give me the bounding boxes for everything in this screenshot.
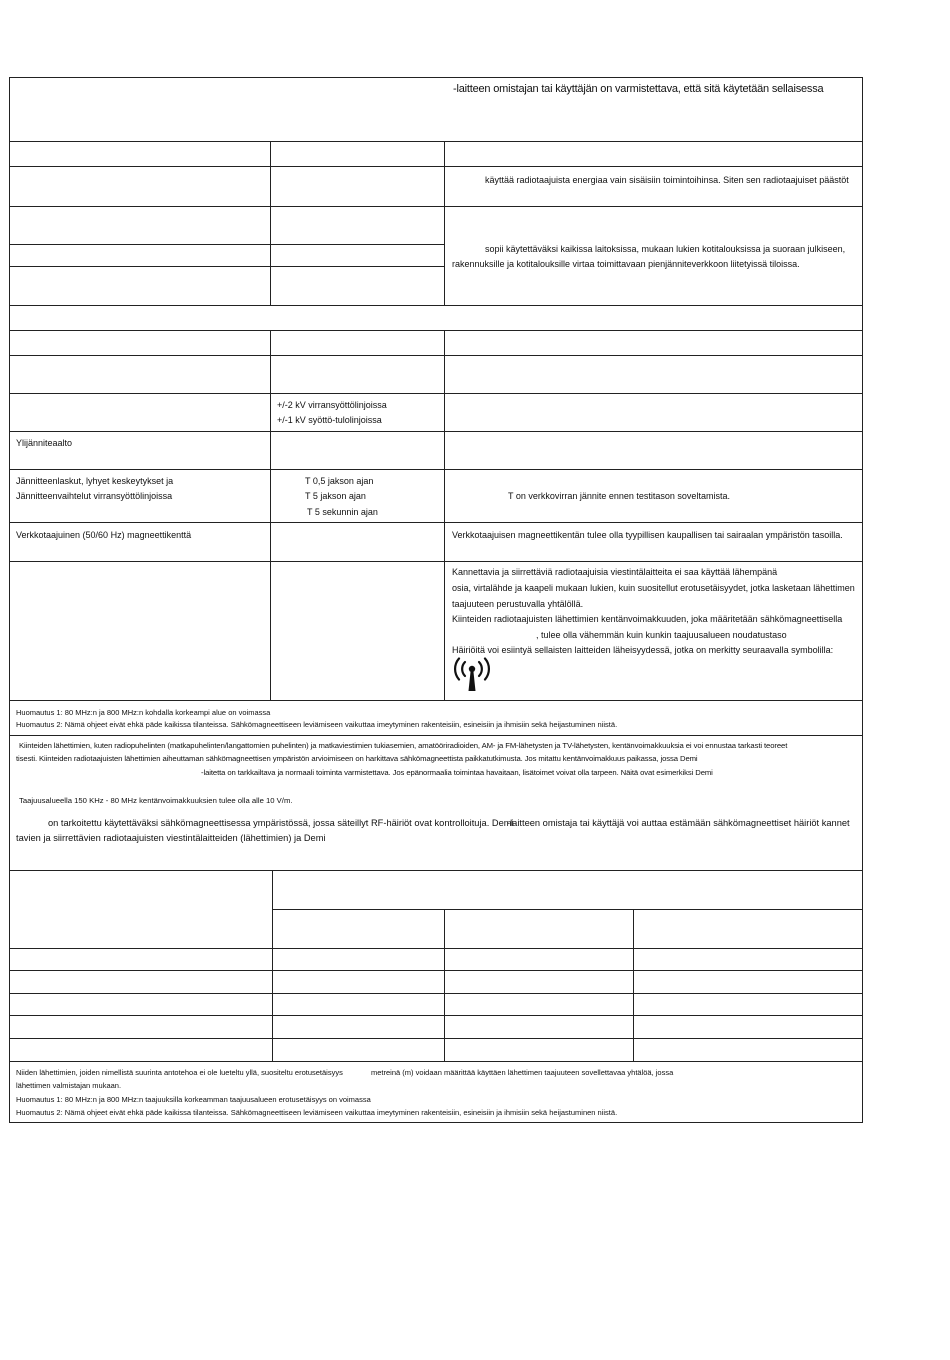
table-rule <box>9 393 863 394</box>
table-rule <box>9 1038 863 1039</box>
table-rule <box>9 244 444 245</box>
table-rule <box>270 330 271 700</box>
separation-note-1: Huomautus 1: 80 MHz:n ja 800 MHz:n taajuuksilla korkeamman taajuusalueen erotusetäisyys on voimassa <box>16 1095 371 1104</box>
table-rule <box>9 948 863 949</box>
table-rule <box>9 993 863 994</box>
intro-text: -laitteen omistajan tai käyttäjän on varmistettava, että sitä käytetään sellaisessa <box>453 83 824 95</box>
rf-guidance: osia, virtalähde ja kaapeli mukaan lukien, kuin suositellut erotusetäisyydet, jotka lasketaan lähettimen <box>452 583 855 593</box>
document-frame <box>9 77 863 1123</box>
table-rule <box>9 166 863 167</box>
separation-note: metreinä (m) voidaan määrittää käyttäen lähettimen taajuuteen sovellettavaa yhtälöä, jossa <box>371 1068 674 1077</box>
field-strength-limit: Taajuusalueella 150 KHz - 80 MHz kentänvoimakkuuksien tulee olla alle 10 V/m. <box>19 796 293 805</box>
magnetic-field-label: Verkkotaajuinen (50/60 Hz) magneettikenttä <box>16 530 192 540</box>
table-rule <box>272 909 863 910</box>
surge-label: Ylijänniteaalto <box>16 438 73 448</box>
dips-guidance: T on verkkovirran jännite ennen testitason soveltamista. <box>508 491 730 501</box>
magnetic-field-guidance: Verkkotaajuisen magneettikentän tulee olla tyypillisen kaupallisen tai sairaalan ympäristön tasoilla. <box>452 530 843 540</box>
table-rule <box>270 141 271 305</box>
table-rule <box>9 561 863 562</box>
rf-guidance: Häiriöitä voi esiintyä sellaisten laitteiden läheisyydessä, jotka on merkitty seuraavalla symbolilla: <box>452 645 834 655</box>
suitability-guidance: rakennuksille ja kotitalouksille virtaa toimittavaan pienjänniteverkkoon liitetyissä tiloissa. <box>452 259 800 269</box>
table-rule <box>9 1061 863 1062</box>
separation-note-2: Huomautus 2: Nämä ohjeet eivät ehkä päde kaikissa tilanteissa. Sähkömagneettiseen leviämiseen vaikuttaa imeytyminen rakenteisiin, esineisiin ja ihmisiin sekä heijastuminen niistä. <box>16 1108 618 1117</box>
rf-emission-guidance: käyttää radiotaajuista energiaa vain sisäisiin toimintoihinsa. Siten sen radiotaajuiset päästöt <box>485 175 849 185</box>
intended-use-text: -laitteen omistaja tai käyttäjä voi auttaa estämään sähkömagneettiset häiriöt kannet <box>507 818 850 828</box>
table-rule <box>9 431 863 432</box>
table-rule <box>9 735 863 736</box>
immunity-note-1: Huomautus 1: 80 MHz:n ja 800 MHz:n kohdalla korkeampi alue on voimassa <box>16 708 271 717</box>
rf-guidance: Kiinteiden radiotaajuisten lähettimien kentänvoimakkuuden, joka määritetään sähkömagneettisella <box>452 614 843 624</box>
separation-note: Niiden lähettimien, joiden nimellistä suurinta antotehoa ei ole lueteltu yllä, suositeltu erotusetäisyys <box>16 1068 343 1077</box>
table-rule <box>633 909 634 1061</box>
table-rule <box>9 1015 863 1016</box>
voltage-dips-label: Jännitteenlaskut, lyhyet keskeytykset ja <box>16 476 174 486</box>
dips-test-level: T 0,5 jakson ajan <box>305 476 374 486</box>
table-rule <box>9 355 863 356</box>
intended-use-text: on tarkoitettu käytettäväksi sähkömagneettisessa ympäristössä, jossa säteillyt RF-häiriöt ovat kontrolloituja. Demi <box>48 818 514 828</box>
table-rule <box>9 305 863 306</box>
separation-note: lähettimen valmistajan mukaan. <box>16 1081 122 1090</box>
rf-guidance: taajuuteen perustuvalla yhtälöllä. <box>452 599 584 609</box>
voltage-dips-label: Jännitteenvaihtelut virransyöttölinjoissa <box>16 491 173 501</box>
table-rule <box>444 330 445 700</box>
table-rule <box>9 206 863 207</box>
rf-guidance: , tulee olla vähemmän kuin kunkin taajuusalueen noudatustaso <box>536 630 787 640</box>
table-rule <box>444 141 445 305</box>
dips-test-level: T 5 jakson ajan <box>305 491 366 501</box>
burst-test-level: +/-2 kV virransyöttölinjoissa <box>277 400 387 410</box>
table-rule <box>9 970 863 971</box>
table-rule <box>9 870 863 871</box>
intended-use-text: tavien ja siirrettävien radiotaajuisten viestintälaitteiden (lähettimien) ja Demi <box>16 833 326 843</box>
field-strength-text: Kiinteiden lähettimien, kuten radiopuhelinten (matkapuhelinten/langattomien puhelinten) ja matkaviestimien tukiasemien, amatööriradioiden, AM- ja FM-lähetysten ja TV-lähetysten, kentänvoimakkuuksia ei voi ennustaa tarkasti teoreet <box>19 741 788 750</box>
table-rule <box>9 266 444 267</box>
field-strength-text: tisesti. Kiinteiden radiotaajuisten lähettimien aiheuttaman sähkömagneettisen ympäristön arvioimiseen on harkittava sähkömagneettista paikkatutkimusta. Jos mitattu kentänvoimakkuus paikassa, jossa Demi <box>16 754 698 763</box>
burst-test-level: +/-1 kV syöttö-tulolinjoissa <box>277 415 382 425</box>
dips-test-level: T 5 sekunnin ajan <box>307 507 378 517</box>
table-rule <box>272 870 273 1061</box>
table-rule <box>9 330 863 331</box>
immunity-note-2: Huomautus 2: Nämä ohjeet eivät ehkä päde kaikissa tilanteissa. Sähkömagneettiseen leviämiseen vaikuttaa imeytyminen rakenteisiin, esineisiin ja ihmisiin sekä heijastuminen niistä. <box>16 720 618 729</box>
non-ionizing-radiation-icon <box>450 657 494 693</box>
suitability-guidance: sopii käytettäväksi kaikissa laitoksissa, mukaan lukien kotitalouksissa ja suoraan julkiseen, <box>485 244 846 254</box>
rf-guidance: Kannettavia ja siirrettäviä radiotaajuisia viestintälaitteita ei saa käyttää lähempänä <box>452 567 778 577</box>
table-rule <box>9 469 863 470</box>
table-rule <box>9 141 863 142</box>
table-rule <box>444 909 445 1061</box>
table-rule <box>9 700 863 701</box>
field-strength-text: -laitetta on tarkkailtava ja normaali toiminta varmistettava. Jos epänormaalia toimintaa havaitaan, lisätoimet voivat olla tarpeen. Näitä ovat esimerkiksi Demi <box>201 768 713 777</box>
table-rule <box>9 522 863 523</box>
